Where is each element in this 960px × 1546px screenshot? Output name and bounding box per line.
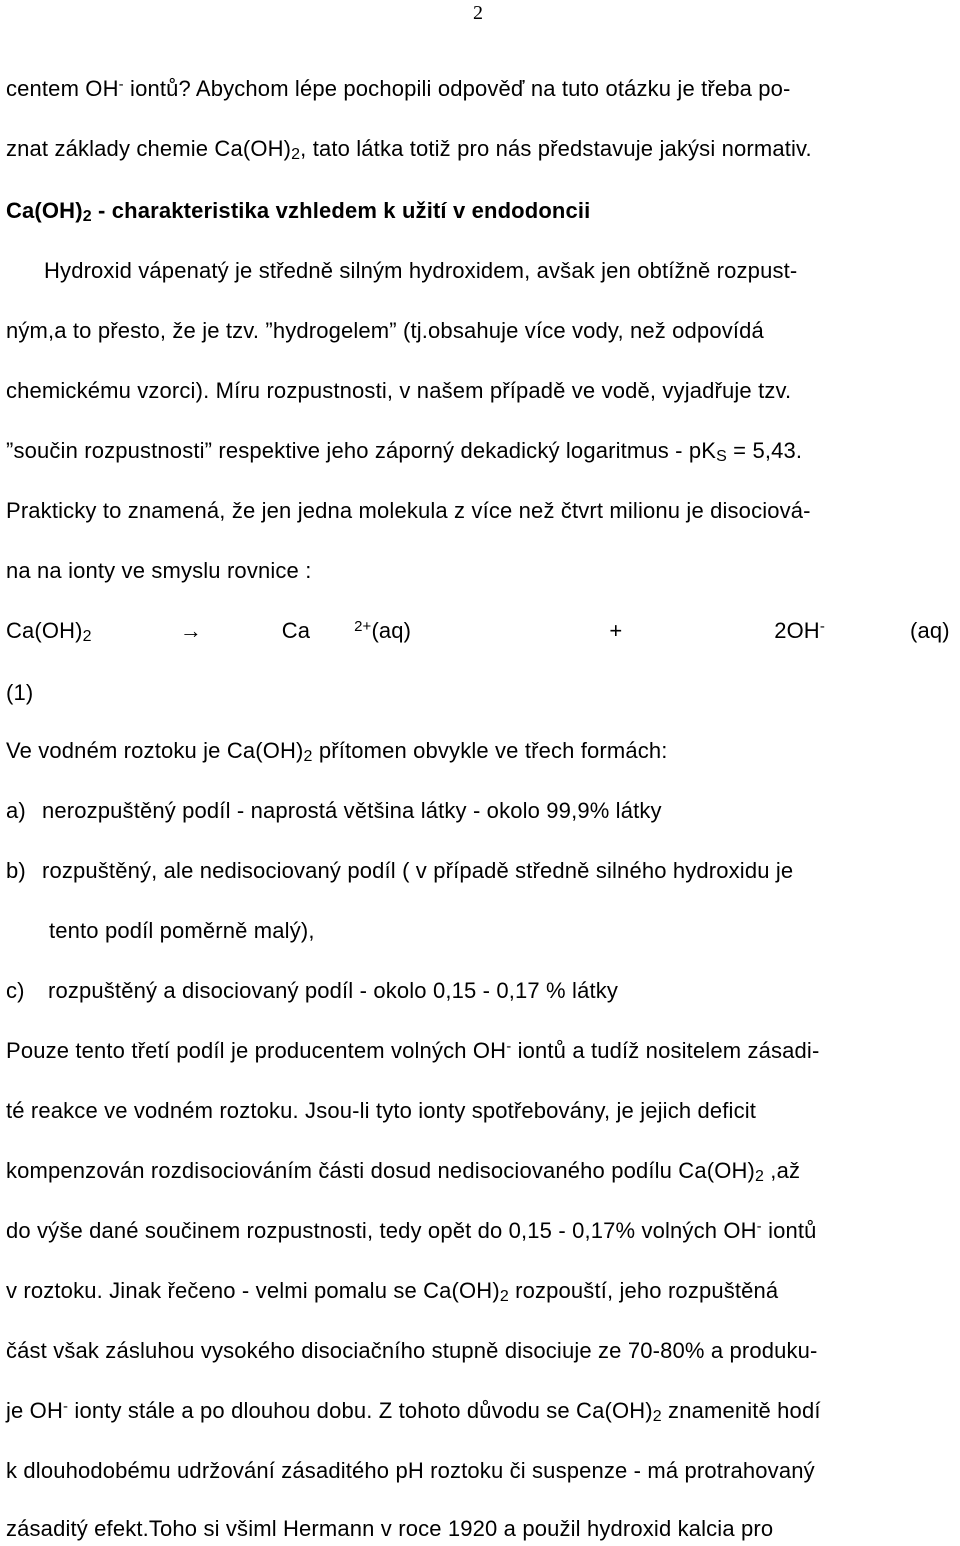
paragraph-line: část však zásluhou vysokého disociačního stupně disociuje ze 70-80% a produku- bbox=[6, 1338, 818, 1363]
equation-reactant: $Ca(OH)_2$ bbox=[6, 618, 92, 645]
section-heading: $Ca(OH)_2$ - charakteristika vzhledem k užití v endodoncii bbox=[6, 198, 591, 225]
paragraph-line: ”součin rozpustnosti” respektive jeho záporný dekadický logaritmus - $pK_S = 5,43$. bbox=[6, 438, 803, 465]
paragraph-line: Prakticky to znamená, že jen jedna molekula z více než čtvrt milionu je disociová- bbox=[6, 498, 811, 523]
list-item: b) rozpuštěný, ale nedisociovaný podíl ( v případě středně silného hydroxidu je bbox=[6, 858, 794, 883]
equation-label: (1) bbox=[6, 680, 34, 705]
equation-product-calcium: Ca $^{2+}$(aq) bbox=[281, 618, 412, 643]
list-intro: Ve vodném roztoku je $Ca(OH)_2$ přítomen obvykle ve třech formách: bbox=[6, 738, 668, 765]
list-item: c) rozpuštěný a disociovaný podíl - okolo 0,15 - 0,17 % látky bbox=[6, 978, 619, 1003]
list-item-continuation: tento podíl poměrně malý), bbox=[49, 918, 315, 943]
paragraph-line: na na ionty ve smyslu rovnice : bbox=[6, 558, 312, 583]
reaction-arrow-icon: → bbox=[179, 618, 202, 643]
paragraph-line: chemickému vzorci). Míru rozpustnosti, v našem případě ve vodě, vyjadřuje tzv. bbox=[6, 378, 792, 403]
page-number: 2 bbox=[473, 2, 483, 24]
equation-plus: + bbox=[609, 618, 623, 643]
paragraph-line: kompenzován rozdisociováním části dosud nedisociovaného podílu $Ca(OH)_2$ ,až bbox=[6, 1158, 801, 1185]
equation bbox=[6, 618, 955, 648]
paragraph-line: znat základy chemie $Ca(OH)_2$, tato látka totiž pro nás představuje jakýsi normativ. bbox=[6, 136, 812, 163]
equation-product-hydroxide-state: (aq) bbox=[910, 618, 950, 643]
paragraph-line: do výše dané součinem rozpustnosti, tedy opět do 0,15 - 0,17% volných OH- iontů bbox=[6, 1218, 817, 1243]
paragraph-line: ným,a to přesto, že je tzv. ”hydrogelem” (tj.obsahuje více vody, než odpovídá bbox=[6, 318, 764, 343]
list-item: a) nerozpuštěný podíl - naprostá většina látky - okolo 99,9% látky bbox=[6, 798, 662, 823]
equation-product-hydroxide: 2OH- bbox=[774, 618, 825, 643]
paragraph-line: té reakce ve vodném roztoku. Jsou-li tyto ionty spotřebovány, je jejich deficit bbox=[6, 1098, 757, 1123]
paragraph-line: je OH- ionty stále a po dlouhou dobu. Z tohoto důvodu se $Ca(OH)_2$ znamenitě hodí bbox=[6, 1398, 821, 1425]
paragraph-line: Pouze tento třetí podíl je producentem volných OH- iontů a tudíž nositelem zásadi- bbox=[6, 1038, 820, 1063]
paragraph-line: zásaditý efekt.Toho si všiml Hermann v roce 1920 a použil hydroxid kalcia pro bbox=[6, 1516, 774, 1541]
paragraph-line: v roztoku. Jinak řečeno - velmi pomalu se $Ca(OH)_2$ rozpouští, jeho rozpuštěná bbox=[6, 1278, 779, 1305]
paragraph-line: k dlouhodobému udržování zásaditého pH roztoku či suspenze - má protrahovaný bbox=[6, 1458, 815, 1483]
paragraph-line: Hydroxid vápenatý je středně silným hydroxidem, avšak jen obtížně rozpust- bbox=[44, 258, 798, 283]
paragraph-line: centem OH- iontů? Abychom lépe pochopili odpověď na tuto otázku je třeba po- bbox=[6, 76, 791, 101]
